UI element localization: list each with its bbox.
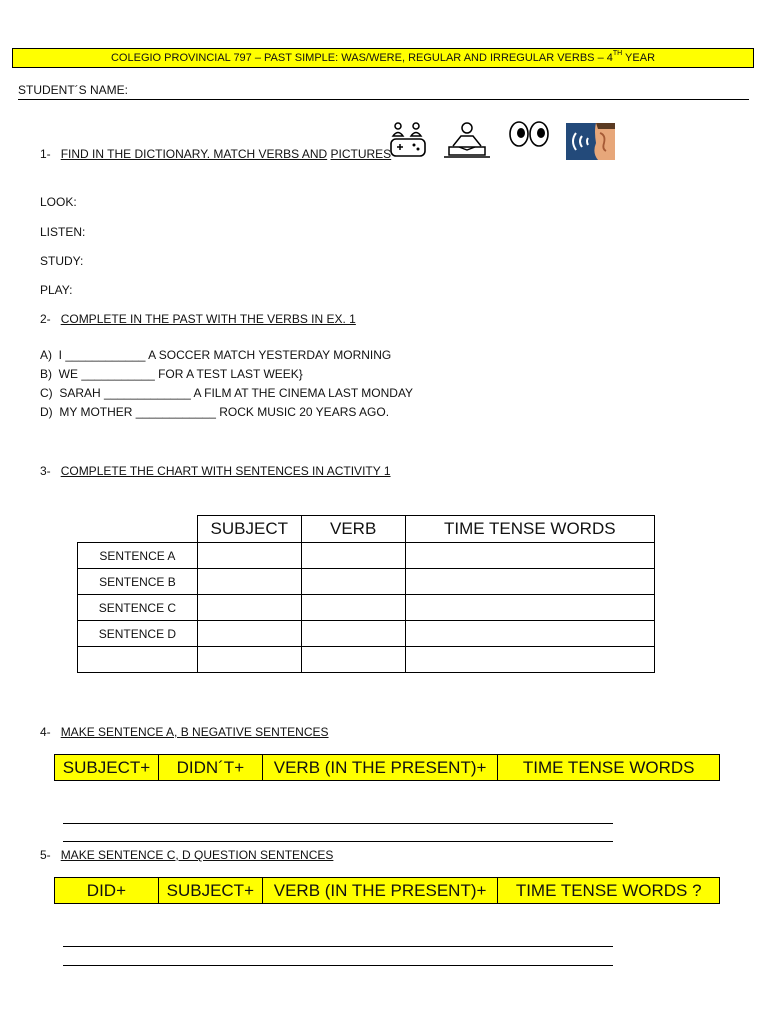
exercise-1-text-b: PICTURES: [330, 147, 392, 161]
chart-row-label: SENTENCE D: [78, 621, 198, 647]
exercise-1-number: 1-: [40, 147, 51, 161]
chart-cell-input[interactable]: [197, 543, 301, 569]
chart-cell-input[interactable]: [197, 621, 301, 647]
exercise-3-instruction: [40, 464, 391, 478]
question-cell-did: DID+: [55, 878, 159, 904]
title-end: YEAR: [622, 52, 656, 64]
word-study: STUDY:: [40, 254, 84, 268]
exercise-2-item-d: [40, 405, 389, 419]
negative-cell-subject: SUBJECT+: [55, 755, 159, 781]
item-text: SARAH _____________ A FILM AT THE CINEMA LAST MONDAY: [59, 386, 414, 400]
chart-row-label: SENTENCE A: [78, 543, 198, 569]
chart-cell-input[interactable]: [405, 543, 654, 569]
item-letter: A): [40, 348, 52, 362]
exercise-4-number: 4-: [40, 725, 51, 739]
answer-line[interactable]: [63, 946, 613, 947]
chart-cell-input[interactable]: [405, 569, 654, 595]
exercise-3-number: 3-: [40, 464, 51, 478]
word-play: PLAY:: [40, 283, 73, 297]
chart-cell-input[interactable]: [405, 595, 654, 621]
chart-cell-input[interactable]: [301, 647, 405, 673]
chart-cell-input[interactable]: [405, 647, 654, 673]
negative-structure-table: [54, 754, 720, 781]
exercise-5-instruction: [40, 848, 333, 862]
exercise-5-text: MAKE SENTENCE C, D QUESTION SENTENCES: [60, 848, 334, 862]
title-superscript: TH: [612, 50, 623, 57]
student-name-field[interactable]: [18, 83, 749, 100]
word-look: LOOK:: [40, 195, 77, 209]
chart-row-label: SENTENCE B: [78, 569, 198, 595]
chart-cell-input[interactable]: [197, 595, 301, 621]
answer-line[interactable]: [63, 841, 613, 842]
question-structure-table: [54, 877, 720, 904]
chart-cell-input[interactable]: [301, 621, 405, 647]
item-text: MY MOTHER ____________ ROCK MUSIC 20 YEARS AGO.: [59, 405, 390, 419]
chart-row-label: SENTENCE C: [78, 595, 198, 621]
chart-cell-input[interactable]: [301, 595, 405, 621]
person-studying-icon: [441, 120, 493, 160]
answer-line[interactable]: [63, 823, 613, 824]
question-cell-time-words: TIME TENSE WORDS ?: [498, 878, 720, 904]
gamepad-players-icon: [388, 121, 428, 161]
negative-cell-verb: VERB (IN THE PRESENT)+: [262, 755, 498, 781]
question-cell-subject: SUBJECT+: [158, 878, 262, 904]
exercise-4-instruction: [40, 725, 329, 739]
exercise-1-instruction: [40, 147, 391, 161]
item-text: I ____________ A SOCCER MATCH YESTERDAY MORNING: [58, 348, 392, 362]
chart-corner-empty: [78, 516, 198, 543]
chart-cell-input[interactable]: [197, 569, 301, 595]
negative-cell-didnt: DIDN´T+: [158, 755, 262, 781]
exercise-4-text: MAKE SENTENCE A, B NEGATIVE SENTENCES: [60, 725, 329, 739]
exercise-5-number: 5-: [40, 848, 51, 862]
item-letter: C): [40, 386, 53, 400]
negative-cell-time-words: TIME TENSE WORDS: [498, 755, 720, 781]
chart-header-time-words: TIME TENSE WORDS: [405, 516, 654, 543]
chart-header-verb: VERB: [301, 516, 405, 543]
item-letter: B): [40, 367, 52, 381]
exercise-2-text: COMPLETE IN THE PAST WITH THE VERBS IN EX. 1: [60, 312, 356, 326]
exercise-2-number: 2-: [40, 312, 51, 326]
item-letter: D): [40, 405, 53, 419]
eyes-icon: [508, 120, 550, 150]
answer-line[interactable]: [63, 965, 613, 966]
exercise-2-instruction: [40, 312, 356, 326]
sentence-chart: [77, 515, 655, 673]
exercise-2-item-b: [40, 367, 303, 381]
student-name-label: STUDENT´S NAME:: [18, 83, 129, 97]
exercise-3-text: COMPLETE THE CHART WITH SENTENCES IN ACTIVITY 1: [60, 464, 391, 478]
chart-row-label: [78, 647, 198, 673]
chart-cell-input[interactable]: [301, 569, 405, 595]
listening-ear-icon: [566, 123, 615, 160]
word-listen: LISTEN:: [40, 225, 86, 239]
exercise-2-item-a: [40, 348, 391, 362]
chart-cell-input[interactable]: [197, 647, 301, 673]
question-cell-verb: VERB (IN THE PRESENT)+: [262, 878, 498, 904]
item-text: WE ___________ FOR A TEST LAST WEEK}: [58, 367, 303, 381]
chart-header-subject: SUBJECT: [197, 516, 301, 543]
title-text: COLEGIO PROVINCIAL 797 – PAST SIMPLE: WAS/WERE, REGULAR AND IRREGULAR VERBS – 4: [110, 52, 613, 64]
chart-cell-input[interactable]: [301, 543, 405, 569]
chart-cell-input[interactable]: [405, 621, 654, 647]
worksheet-title: [12, 48, 754, 68]
exercise-1-text-a: FIND IN THE DICTIONARY. MATCH VERBS AND: [60, 147, 328, 161]
exercise-2-item-c: [40, 386, 413, 400]
